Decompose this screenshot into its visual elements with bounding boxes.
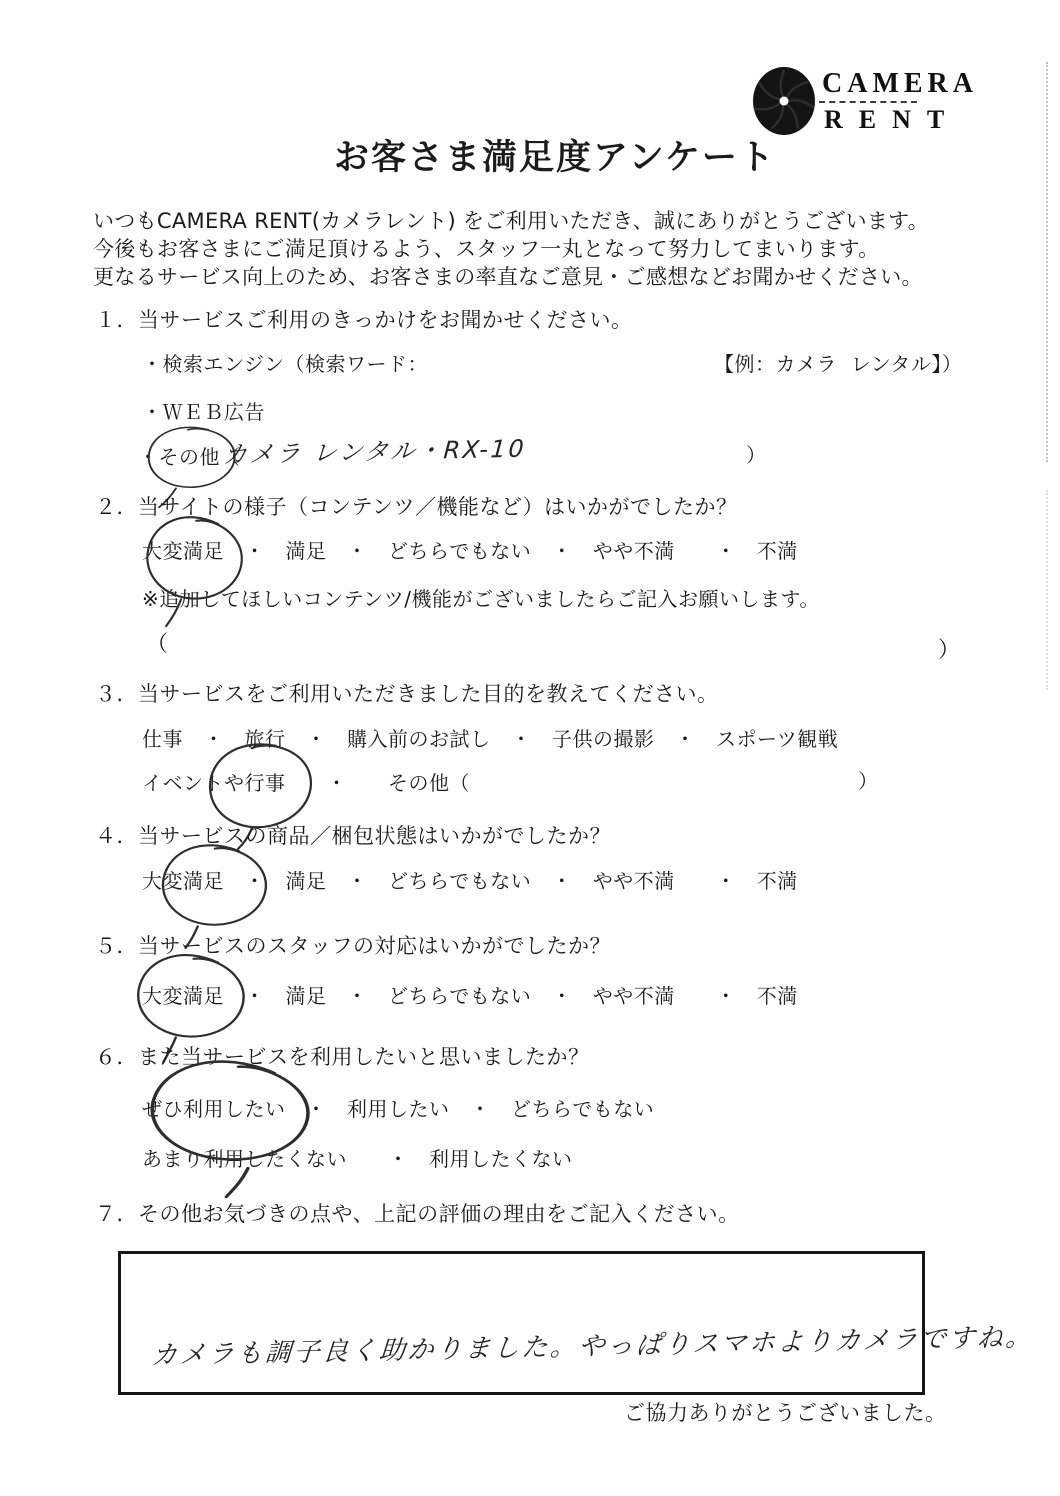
scan-artifact-dotted-line bbox=[1046, 62, 1048, 462]
q3-circle-annotation bbox=[202, 738, 322, 832]
q1-search-example: 【例：カメラ レンタル】） bbox=[714, 352, 963, 376]
q2-label: ２．当サイトの様子（コンテンツ／機能など）はいかがでしたか？ bbox=[95, 495, 738, 519]
q1-other-answer-handwritten: カメラ レンタル・RX-10 bbox=[222, 434, 528, 469]
q2-options: 大変満足 ・ 満足 ・ どちらでもない ・ やや不満 ・ 不満 bbox=[142, 539, 798, 563]
q6-label: ６．また当サービスを利用したいと思いましたか？ bbox=[95, 1045, 590, 1069]
closing-message: ご協力ありがとうございました。 bbox=[624, 1401, 947, 1425]
q6-circle-annotation bbox=[140, 1056, 325, 1166]
q7-label: ７．その他お気づきの点や、上記の評価の理由をご記入ください。 bbox=[95, 1202, 740, 1226]
q2-close-paren: ） bbox=[938, 638, 961, 663]
q1-circle-annotation bbox=[142, 423, 244, 491]
q3-close-paren: ） bbox=[858, 769, 879, 793]
page-title: お客さま満足度アンケート bbox=[334, 138, 776, 178]
intro-line-3: 更なるサービス向上のため、お客さまの率直なご意見・ご感想などお聞かせください。 bbox=[93, 265, 923, 289]
q4-options: 大変満足 ・ 満足 ・ どちらでもない ・ やや不満 ・ 不満 bbox=[142, 869, 798, 893]
q3-label: ３．当サービスをご利用いただきました目的を教えてください。 bbox=[95, 682, 719, 706]
q1-option-web: ・ＷＥＢ広告 bbox=[142, 400, 265, 424]
q5-label: ５．当サービスのスタッフの対応はいかがでしたか？ bbox=[95, 934, 611, 958]
q3-options-line1: 仕事 ・ 旅行 ・ 購入前のお試し ・ 子供の撮影 ・ スポーツ観戦 bbox=[142, 727, 839, 751]
scan-artifact-dotted-line-2 bbox=[1046, 490, 1048, 690]
q1-label: １．当サービスご利用のきっかけをお聞かせください。 bbox=[95, 308, 633, 332]
q6-options-line1: ぜひ利用したい ・ 利用したい ・ どちらでもない bbox=[142, 1097, 655, 1121]
q2-note: ※追加してほしいコンテンツ/機能がございましたらご記入お願いします。 bbox=[142, 587, 820, 611]
q5-options: 大変満足 ・ 満足 ・ どちらでもない ・ やや不満 ・ 不満 bbox=[142, 984, 798, 1008]
camera-aperture-icon bbox=[751, 65, 817, 137]
q7-comment-handwritten: カメラも調子良く助かりました。やっぱりスマホよりカメラですね。 bbox=[150, 1322, 1035, 1371]
logo-brand-top: CAMERA bbox=[822, 68, 978, 99]
logo-brand-bottom: RENT bbox=[824, 105, 961, 134]
q5-circle-annotation bbox=[130, 950, 255, 1042]
q1-close-paren: ） bbox=[746, 443, 767, 467]
intro-line-2: 今後もお客さまにご満足頂けるよう、スタッフ一丸となって努力してまいります。 bbox=[93, 237, 880, 261]
q4-label: ４．当サービスの商品／梱包状態はいかがでしたか？ bbox=[95, 824, 611, 848]
intro-line-1: いつもCAMERA RENT(カメラレント) をご利用いただき、誠にありがとうございます。 bbox=[93, 209, 930, 233]
q7-comment-box bbox=[118, 1251, 925, 1395]
q6-options-line2: あまり利用したくない ・ 利用したくない bbox=[142, 1147, 573, 1171]
q4-circle-annotation bbox=[155, 840, 277, 930]
q3-options-line2: イベントや行事 ・ その他（ bbox=[142, 771, 470, 795]
q1-option-other: ・その他（ bbox=[138, 445, 241, 469]
q1-option-search: ・検索エンジン（検索ワード： bbox=[142, 352, 428, 376]
logo-divider bbox=[819, 101, 917, 103]
q2-circle-annotation bbox=[140, 512, 252, 604]
q2-open-paren: （ bbox=[146, 632, 169, 657]
